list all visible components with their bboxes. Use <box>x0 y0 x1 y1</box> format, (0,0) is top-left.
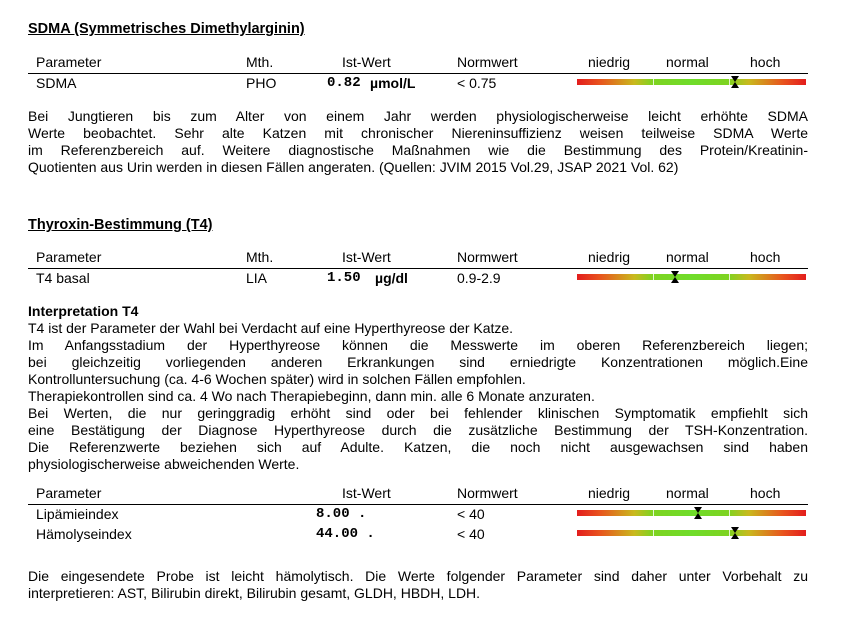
header-normal: normal <box>666 249 709 265</box>
text-line: Kontrolluntersuchung (ca. 4-6 Wochen später) wird in solchen Fällen empfohlen. <box>28 371 526 387</box>
sdma-param-name: SDMA <box>36 75 77 91</box>
hemolysis-reference: < 40 <box>457 526 485 542</box>
t4-param-name: T4 basal <box>36 270 90 286</box>
header-value: Ist-Wert <box>342 249 391 265</box>
range-marker-icon <box>671 271 679 283</box>
t4-interpretation-title: Interpretation T4 <box>28 303 139 319</box>
t4-reference: 0.9-2.9 <box>457 270 501 286</box>
lipemia-range-bar <box>577 510 806 516</box>
text-line: physiologischerweise abweichenden Werte. <box>28 456 300 472</box>
sdma-notes <box>28 108 808 176</box>
lipemia-reference: < 40 <box>457 506 485 522</box>
t4-range-bar <box>577 274 806 280</box>
header-high: hoch <box>750 54 781 70</box>
header-parameter: Parameter <box>36 54 102 70</box>
hemolysis-value: 44.00 . <box>316 526 375 542</box>
sdma-reference: < 0.75 <box>457 75 497 91</box>
hemolysis-param-name: Hämolyseindex <box>36 526 132 542</box>
sdma-section-title: SDMA (Symmetrisches Dimethylarginin) <box>28 21 305 37</box>
header-parameter: Parameter <box>36 485 102 501</box>
header-method: Mth. <box>246 249 274 265</box>
header-high: hoch <box>750 485 781 501</box>
sdma-range-bar <box>577 79 806 85</box>
lipemia-param-name: Lipämieindex <box>36 506 119 522</box>
header-normal: normal <box>666 485 709 501</box>
t4-section-title: Thyroxin-Bestimmung (T4) <box>28 217 213 233</box>
t4-value: 1.50 <box>327 270 361 286</box>
header-divider <box>28 268 808 269</box>
text-line: Bei Werten, die nur geringgradig erhöht sind oder bei fehlender klinischen Symptomatik empfiehlt sich <box>28 405 808 421</box>
header-divider <box>28 73 808 74</box>
text-line: Bei Jungtieren bis zum Alter von einem Jahr werden physiologischerweise leicht erhöhte SDMA <box>28 108 808 124</box>
indices-notes <box>28 568 808 602</box>
text-line: Werte beobachtet. Sehr alte Katzen mit chronischer Niereninsuffizienz weisen teilweise SDMA Werte <box>28 125 808 141</box>
header-reference: Normwert <box>457 249 518 265</box>
text-line: Therapiekontrollen sind ca. 4 Wo nach Therapiebeginn, dann min. alle 6 Monate anzuraten. <box>28 388 595 404</box>
range-marker-icon <box>694 507 702 519</box>
t4-interpretation-text <box>28 320 808 473</box>
header-low: niedrig <box>588 54 631 70</box>
header-value: Ist-Wert <box>342 54 391 70</box>
header-method: Mth. <box>246 54 274 70</box>
text-line: eine Bestätigung der Diagnose Hyperthyreose durch die zusätzliche Bestimmung der TSH-Konzentration. <box>28 422 808 438</box>
sdma-method: PHO <box>246 75 277 91</box>
range-marker-icon <box>731 76 739 88</box>
text-line: Im Anfangsstadium der Hyperthyreose können die Messwerte im oberen Referenzbereich liegen; <box>28 337 808 353</box>
text-line: Die eingesendete Probe ist leicht hämolytisch. Die Werte folgender Parameter sind daher unter Vorbehalt zu <box>28 568 808 584</box>
header-value: Ist-Wert <box>342 485 391 501</box>
header-low: niedrig <box>588 485 631 501</box>
t4-method: LIA <box>246 270 268 286</box>
text-line: interpretieren: AST, Bilirubin direkt, Bilirubin gesamt, GLDH, HBDH, LDH. <box>28 585 481 601</box>
header-high: hoch <box>750 249 781 265</box>
text-line: Die Referenzwerte beziehen sich auf Adulte. Katzen, die noch nicht ausgewachsen sind haben <box>28 439 808 455</box>
header-reference: Normwert <box>457 54 518 70</box>
header-low: niedrig <box>588 249 631 265</box>
hemolysis-range-bar <box>577 530 806 536</box>
sdma-value: 0.82 <box>327 75 361 91</box>
header-reference: Normwert <box>457 485 518 501</box>
text-line: Quotienten aus Urin werden in diesen Fällen angeraten. (Quellen: JVIM 2015 Vol.29, JSAP 2021 Vol. 62) <box>28 159 679 175</box>
header-divider <box>28 504 808 505</box>
text-line: bei gleichzeitig vorliegenden anderen Erkrankungen sind erniedrigte Konzentrationen möglich.Eine <box>28 354 808 370</box>
header-normal: normal <box>666 54 709 70</box>
header-parameter: Parameter <box>36 249 102 265</box>
sdma-unit: µmol/L <box>370 75 416 91</box>
range-marker-icon <box>731 527 739 539</box>
text-line: T4 ist der Parameter der Wahl bei Verdacht auf eine Hyperthyreose der Katze. <box>28 320 514 336</box>
lipemia-value: 8.00 . <box>316 506 367 522</box>
t4-unit: µg/dl <box>375 270 408 286</box>
text-line: im Referenzbereich auf. Weitere diagnostische Maßnahmen wie die Bestimmung des Protein/Kreatinin- <box>28 142 808 158</box>
